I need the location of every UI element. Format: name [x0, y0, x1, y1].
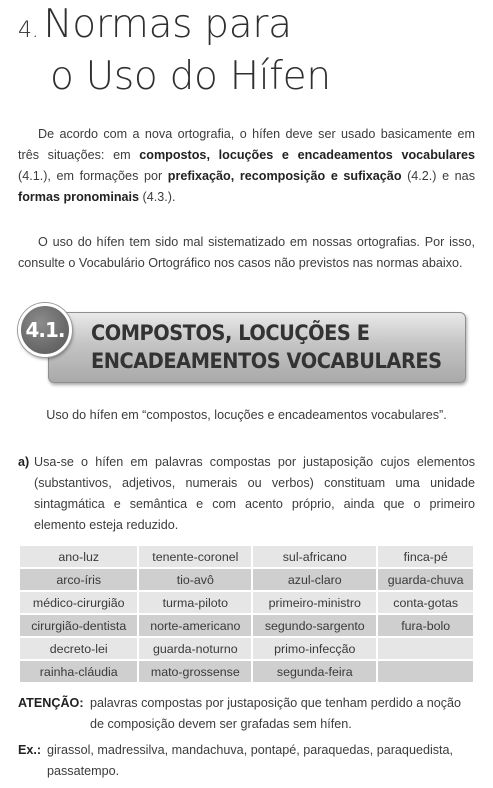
table-cell	[378, 661, 473, 682]
p1-text-3: (4.2.) e nas	[401, 169, 475, 183]
table-cell: turma-piloto	[139, 592, 251, 613]
table-row	[20, 638, 473, 659]
section-title-line1: COMPOSTOS, LOCUÇÕES E	[91, 321, 370, 346]
example-label: Ex.:	[18, 743, 42, 757]
section-title	[91, 320, 442, 376]
p1-bold-3: formas pronominais	[18, 190, 140, 204]
table-row	[20, 546, 473, 567]
chapter-title-line1	[18, 2, 488, 54]
table-row	[20, 615, 473, 636]
table-cell: azul-claro	[253, 569, 376, 590]
p1-text-4: (4.3.).	[139, 190, 176, 204]
section-title-line2: ENCADEAMENTOS VOCABULARES	[91, 349, 442, 374]
table-row	[20, 661, 473, 682]
table-cell: segunda-feira	[253, 661, 376, 682]
table-cell: finca-pé	[378, 546, 473, 567]
rule-a	[18, 452, 475, 536]
attention-label: ATENÇÃO:	[18, 696, 84, 710]
table-cell: guarda-noturno	[139, 638, 251, 659]
attention-text-line1: palavras compostas por justaposição que tenham perdido a noção	[90, 696, 462, 710]
table-cell: conta-gotas	[378, 592, 473, 613]
table-cell: norte-americano	[139, 615, 251, 636]
p1-bold-1: compostos, locuções e encadeamentos vocabulares	[139, 148, 475, 162]
table-cell: guarda-chuva	[378, 569, 473, 590]
table-cell: médico-cirurgião	[20, 592, 137, 613]
table-cell: rainha-cláudia	[20, 661, 137, 682]
table-row	[20, 569, 473, 590]
table-cell: fura-bolo	[378, 615, 473, 636]
compound-words-table	[18, 544, 475, 684]
table-cell: arco-íris	[20, 569, 137, 590]
chapter-title	[18, 2, 488, 100]
table-cell: primo-infecção	[253, 638, 376, 659]
intro-paragraph-1	[18, 124, 475, 208]
chapter-title-text1: Normas para	[43, 2, 292, 47]
rule-a-letter: a)	[18, 455, 30, 469]
table-cell: ano-luz	[20, 546, 137, 567]
section-header-bar	[48, 312, 466, 383]
table-cell: tenente-coronel	[139, 546, 251, 567]
p1-bold-2: prefixação, recomposição e sufixação	[167, 169, 402, 183]
chapter-number: 4.	[18, 18, 39, 43]
table-cell: tio-avô	[139, 569, 251, 590]
table-row	[20, 592, 473, 613]
table-cell: segundo-sargento	[253, 615, 376, 636]
table-cell: cirurgião-dentista	[20, 615, 137, 636]
section-intro: Uso do hífen em “compostos, locuções e encadeamentos vocabulares”.	[46, 408, 447, 422]
table-cell: mato-grossense	[139, 661, 251, 682]
table-cell	[378, 638, 473, 659]
intro-paragraph-2	[18, 232, 475, 274]
section-number-badge	[18, 303, 72, 357]
rule-a-text: Usa-se o hífen em palavras compostas por justaposição cujos elementos (substantivos, adjetivos, numerais ou verbos) constituam uma unidade sintagmática e semântica e com acento próprio, ainda que o primeiro elemento esteja reduzido.	[34, 455, 475, 532]
attention-text-line2: de composição devem ser grafadas sem hífen.	[90, 717, 352, 731]
table-cell: decreto-lei	[20, 638, 137, 659]
example-text-line1: girassol, madressilva, mandachuva, pontapé, paraquedas, paraquedista,	[47, 743, 454, 757]
p1-text-1: De acordo com a nova ortografia, o hífen deve ser usado basicamente em três situações: em	[18, 127, 475, 162]
p1-text-2: (4.1.), em formações por	[18, 169, 168, 183]
p2-text: O uso do hífen tem sido mal sistematizado em nossas ortografias. Por isso, consulte o Vocabulário Ortográfico nos casos não previstos nas normas abaixo.	[18, 235, 475, 270]
table-cell: sul-africano	[253, 546, 376, 567]
table-cell: primeiro-ministro	[253, 592, 376, 613]
section-number: 4.1.	[25, 318, 65, 342]
chapter-title-line2: o Uso do Hífen	[50, 54, 331, 99]
example-text-line2: passatempo.	[47, 764, 120, 778]
